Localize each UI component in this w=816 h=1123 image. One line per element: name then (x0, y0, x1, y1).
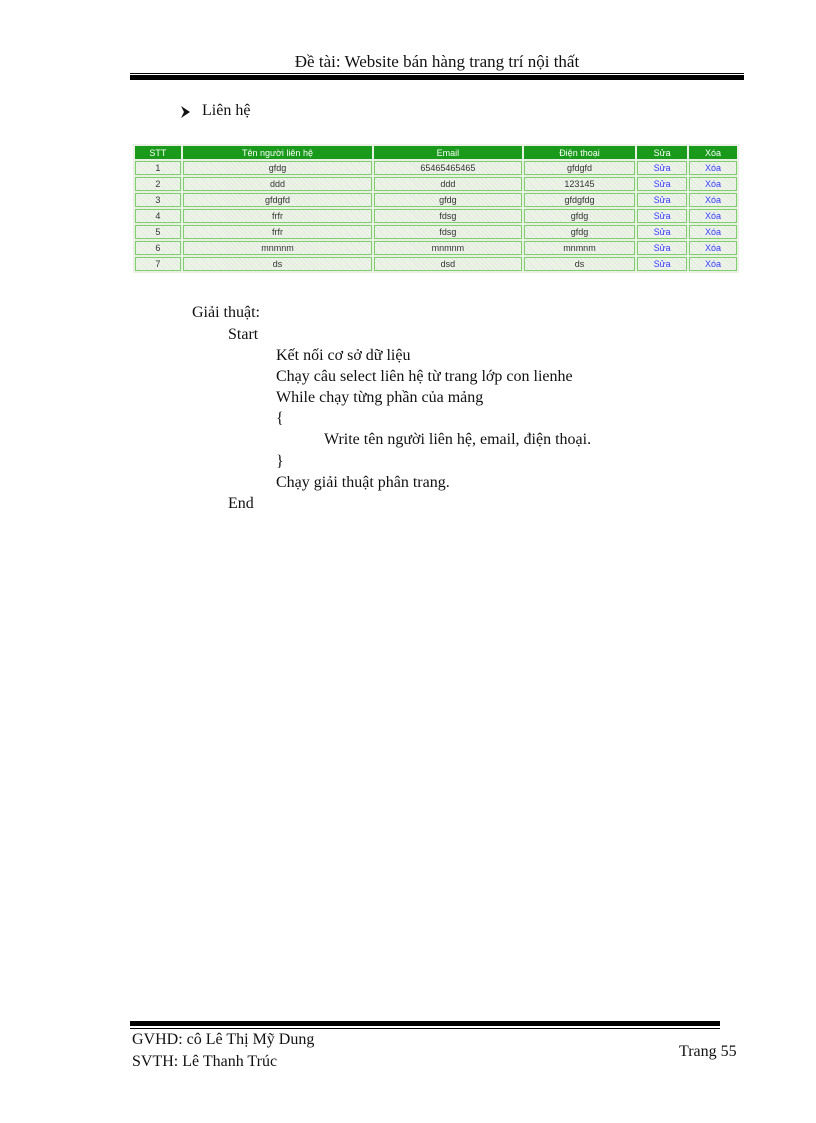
delete-link[interactable]: Xóa (689, 177, 737, 191)
edit-link[interactable]: Sửa (637, 177, 687, 191)
cell-stt: 1 (135, 161, 181, 175)
cell-contact-name: gfdg (183, 161, 372, 175)
delete-link[interactable]: Xóa (689, 161, 737, 175)
algorithm-line: Write tên người liên hệ, email, điện thoại. (324, 431, 592, 448)
cell-email: fdsg (374, 225, 522, 239)
cell-email: dsd (374, 257, 522, 271)
cell-contact-name: frfr (183, 209, 372, 223)
cell-stt: 7 (135, 257, 181, 271)
section-heading (180, 102, 250, 120)
delete-link[interactable]: Xóa (689, 241, 737, 255)
page-number: Trang 55 (679, 1043, 737, 1060)
cell-phone: gfdgfd (524, 161, 636, 175)
cell-contact-name: ds (183, 257, 372, 271)
cell-phone: gfdg (524, 209, 636, 223)
cell-stt: 5 (135, 225, 181, 239)
header-rule-thick (130, 75, 744, 80)
table-row (135, 161, 737, 175)
column-header-stt: STT (135, 146, 181, 159)
column-header-contact-name: Tên người liên hệ (183, 146, 372, 159)
cell-email: 65465465465 (374, 161, 522, 175)
delete-link[interactable]: Xóa (689, 193, 737, 207)
cell-contact-name: gfdgfd (183, 193, 372, 207)
edit-link[interactable]: Sửa (637, 257, 687, 271)
section-heading-text: Liên hệ (202, 102, 251, 119)
cell-stt: 3 (135, 193, 181, 207)
header-rule-thin (130, 73, 744, 74)
cell-stt: 4 (135, 209, 181, 223)
table-row (135, 241, 737, 255)
footer-gvhd: GVHD: cô Lê Thị Mỹ Dung (132, 1031, 315, 1048)
cell-email: mnmnm (374, 241, 522, 255)
column-header-delete: Xóa (689, 146, 737, 159)
algorithm-line: Chạy câu select liên hệ từ trang lớp con lienhe (276, 368, 573, 385)
page-header-title: Đề tài: Website bán hàng trang trí nội thất (294, 52, 580, 71)
edit-link[interactable]: Sửa (637, 161, 687, 175)
cell-contact-name: mnmnm (183, 241, 372, 255)
algorithm-line: While chạy từng phần của mảng (276, 389, 484, 406)
algorithm-start: Start (228, 326, 259, 343)
algorithm-line: Chạy giải thuật phân trang. (276, 474, 450, 491)
edit-link[interactable]: Sửa (637, 209, 687, 223)
table-row (135, 193, 737, 207)
delete-link[interactable]: Xóa (689, 257, 737, 271)
table-header-row (135, 146, 737, 159)
algorithm-label: Giải thuật: (192, 304, 260, 321)
cell-contact-name: ddd (183, 177, 372, 191)
edit-link[interactable]: Sửa (637, 225, 687, 239)
delete-link[interactable]: Xóa (689, 209, 737, 223)
delete-link[interactable]: Xóa (689, 225, 737, 239)
cell-stt: 2 (135, 177, 181, 191)
cell-email: fdsg (374, 209, 522, 223)
table-row (135, 225, 737, 239)
cell-phone: gfdgfdg (524, 193, 636, 207)
cell-phone: mnmnm (524, 241, 636, 255)
cell-phone: gfdg (524, 225, 636, 239)
table-row (135, 257, 737, 271)
algorithm-line: Kết nối cơ sở dữ liệu (276, 347, 411, 364)
cell-phone: 123145 (524, 177, 636, 191)
edit-link[interactable]: Sửa (637, 193, 687, 207)
cell-email: ddd (374, 177, 522, 191)
cell-email: gfdg (374, 193, 522, 207)
contacts-table (133, 144, 739, 273)
algorithm-open-brace: { (276, 410, 284, 427)
cell-contact-name: frfr (183, 225, 372, 239)
column-header-email: Email (374, 146, 522, 159)
column-header-phone: Điện thoại (524, 146, 636, 159)
table-row (135, 177, 737, 191)
column-header-edit: Sửa (637, 146, 687, 159)
footer-svth: SVTH: Lê Thanh Trúc (132, 1053, 278, 1070)
edit-link[interactable]: Sửa (637, 241, 687, 255)
cell-phone: ds (524, 257, 636, 271)
footer-rule-thin (130, 1028, 720, 1029)
algorithm-close-brace: } (276, 453, 284, 470)
footer-rule-thick (130, 1021, 720, 1026)
algorithm-end: End (228, 495, 254, 512)
table-row (135, 209, 737, 223)
arrow-right-icon (180, 105, 190, 117)
cell-stt: 6 (135, 241, 181, 255)
